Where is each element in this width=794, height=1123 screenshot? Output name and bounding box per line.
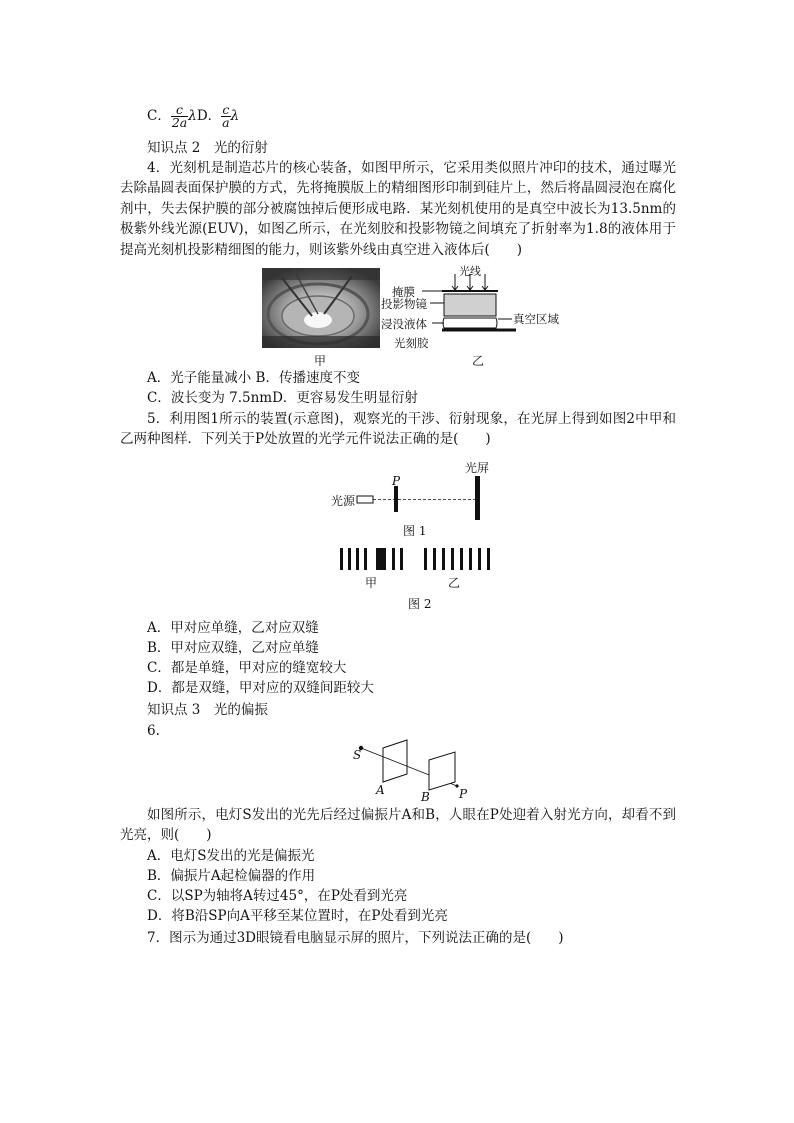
q6-option-d: D．将B沿SP向A平移至某位置时，在P处看到光亮: [147, 908, 448, 924]
fringe-jia-bar-2: [356, 548, 359, 570]
q6-label-s: S: [353, 748, 362, 762]
q7-stem: 7．图示为通过3D眼镜看电脑显示屏的照片，下列说法正确的是( ): [147, 930, 564, 946]
fringe-jia-bar-6: [400, 548, 403, 570]
q4-label-light: 光线: [459, 265, 481, 278]
q5-figure2-patterns: [340, 546, 500, 572]
section-heading-diffraction: 知识点 2 光的衍射: [147, 140, 268, 156]
q6-polarizer-diagram: [345, 738, 475, 802]
q5-pattern-jia-caption: 甲: [365, 576, 378, 590]
fringe-yi-bar-0: [424, 548, 427, 570]
fringe-yi-bar-7: [487, 548, 490, 570]
q6-option-a: A．电灯S发出的光是偏振光: [147, 848, 315, 864]
q4-options-ab: A．光子能量减小 B．传播速度不变: [147, 370, 360, 386]
fringe-jia-bar-3: [364, 548, 367, 570]
q6-label-b: B: [421, 790, 430, 804]
q5-label-light-source: 光源: [331, 494, 356, 508]
q5-label-screen: 光屏: [465, 461, 490, 475]
q4-stem: 4．光刻机是制造芯片的核心装备，如图甲所示，它采用类似照片冲印的技术，通过曝光去除晶圆表面保护膜的方式，先将掩膜版上的精细图形印制到硅片上，然后将晶圆浸泡在腐化剂中，失去保护膜的部分被腐蚀掉后便形成电路．某光刻机使用的是真空中波长为13.5nm的极紫外线光源(EUV)，如图乙所示，在光刻胶和投影物镜之间填充了折射率为1.8的液体用于提高光刻机投影精细图的能力，则该紫外线由真空进入液体后( ): [120, 160, 676, 258]
q6-label-a: A: [376, 783, 385, 797]
fringe-yi-bar-2: [442, 548, 445, 570]
q4-label-lens: 投影物镜: [381, 297, 427, 311]
q6-label-p: P: [459, 787, 468, 801]
fringe-jia-bar-4: [376, 548, 386, 570]
q3-option-d-fraction: $\frac{c}{a}$: [222, 102, 230, 130]
q3-option-d-label: D．: [196, 108, 222, 124]
fringe-jia-bar-1: [348, 548, 351, 570]
q6-option-c: C．以SP为轴将A转过45°，在P处看到光亮: [147, 888, 408, 904]
q6-number: 6.: [147, 723, 160, 739]
fringe-yi-bar-3: [451, 548, 454, 570]
q5-option-a: A．甲对应单缝，乙对应双缝: [147, 620, 319, 636]
q5-option-b: B．甲对应双缝，乙对应单缝: [147, 640, 319, 656]
q3-option-c-fraction: $\frac{c}{2a}$: [171, 102, 188, 130]
q4-label-resist: 光刻胶: [394, 336, 429, 350]
q4-label-vacuum: 真空区域: [513, 312, 559, 326]
q3-option-c-label: C．: [147, 108, 171, 124]
q5-pattern-yi-caption: 乙: [448, 576, 461, 590]
q4-options-cd: C．波长变为 7.5nmD．更容易发生明显衍射: [147, 390, 418, 406]
q5-option-c: C．都是单缝，甲对应的缝宽较大: [147, 660, 347, 676]
q4-figure-yi-caption: 乙: [472, 354, 485, 368]
q5-stem: 5．利用图1所示的装置(示意图)，观察光的干涉、衍射现象，在光屏上得到如图2中甲和乙两种图样．下列关于P处放置的光学元件说法正确的是( ): [120, 411, 676, 448]
q4-figure-jia-caption: 甲: [314, 354, 327, 368]
fringe-yi-bar-6: [478, 548, 481, 570]
q5-figure1-caption: 图 1: [403, 524, 427, 538]
q5-figure2-caption: 图 2: [408, 597, 432, 611]
q6-stem: 如图所示，电灯S发出的光先后经过偏振片A和B，人眼在P处迎着入射光方向，却看不到光亮，则( ): [120, 807, 676, 844]
q4-label-mask: 掩膜: [392, 285, 415, 299]
fringe-jia-bar-5: [392, 548, 395, 570]
q3-options: [147, 104, 239, 129]
fringe-jia-bar-0: [340, 548, 343, 570]
fringe-yi-bar-1: [433, 548, 436, 570]
fringe-yi-bar-5: [469, 548, 472, 570]
q3-option-d-lambda: λ: [230, 108, 240, 124]
q4-lithography-photo: [262, 268, 380, 348]
q6-option-b: B．偏振片A起检偏器的作用: [147, 868, 316, 884]
q4-label-liquid: 浸没液体: [381, 317, 427, 331]
q3-option-c-lambda: λ: [188, 108, 197, 124]
q5-label-p: P: [392, 474, 401, 488]
section-heading-polarization: 知识点 3 光的偏振: [147, 702, 268, 718]
q5-option-d: D．都是双缝，甲对应的双缝间距较大: [147, 680, 374, 696]
fringe-yi-bar-4: [460, 548, 463, 570]
